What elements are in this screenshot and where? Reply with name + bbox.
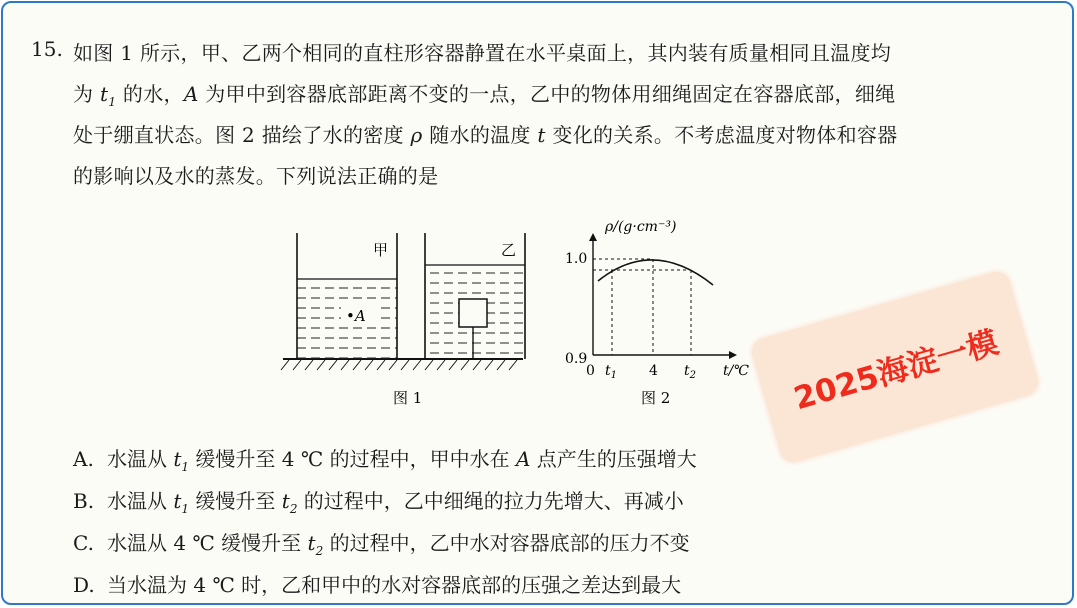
option-b-var-2 xyxy=(281,489,298,516)
x-tick-t1-symbol: t xyxy=(605,363,611,379)
question-line-3 xyxy=(73,119,898,148)
option-a-point: A xyxy=(515,447,531,471)
x-tick-t2-sub: 2 xyxy=(689,370,697,381)
question-card xyxy=(1,1,1074,605)
figures xyxy=(253,203,773,423)
variable-t: t xyxy=(537,123,546,147)
option-d-text: 当水温为 4 ℃ 时，乙和甲中的水对容器底部的压强之差达到最大 xyxy=(107,573,682,597)
container-jia xyxy=(297,233,397,359)
option-a-letter: A. xyxy=(73,447,94,471)
option-d-letter: D. xyxy=(73,573,95,597)
option-b-var-2-sub: 2 xyxy=(289,502,298,516)
x-tick-4: 4 xyxy=(649,363,658,379)
option-c-letter: C. xyxy=(73,531,94,555)
question-line-2-text-c: 为甲中到容器底部距离不变的一点，乙中的物体用细绳固定在容器底部，细绳 xyxy=(198,82,896,106)
submerged-object xyxy=(459,299,487,327)
exam-source-stamp xyxy=(749,269,1042,466)
option-a-var xyxy=(173,447,190,474)
x-tick-t1 xyxy=(605,363,617,381)
exam-source-stamp-text: 2025海淀一模 xyxy=(789,324,1002,417)
option-a-var-symbol: t xyxy=(173,447,182,471)
option-d[interactable] xyxy=(73,569,681,598)
option-c-var xyxy=(307,531,324,558)
option-a-var-sub: 1 xyxy=(181,460,190,474)
option-b-var-1 xyxy=(173,489,190,516)
question-line-3-text-b: 随水的温度 xyxy=(422,123,538,147)
question-line-1: 如图 1 所示，甲、乙两个相同的直柱形容器静置在水平桌面上，其内装有质量相同且温度均 xyxy=(73,41,892,65)
option-c-text-a: 水温从 4 ℃ 缓慢升至 xyxy=(107,531,308,555)
variable-rho: ρ xyxy=(410,123,423,147)
option-b-text-a: 水温从 xyxy=(107,489,174,513)
option-b-var-2-symbol: t xyxy=(281,489,290,513)
option-c-text-b: 的过程中，乙中水对容器底部的压力不变 xyxy=(323,531,690,555)
question-line-2-text-a: 为 xyxy=(73,82,100,106)
x-tick-t2 xyxy=(684,363,696,381)
y-axis-arrow xyxy=(589,233,597,241)
option-b-text-c: 的过程中，乙中细绳的拉力先增大、再减小 xyxy=(297,489,684,513)
x-axis-label: t/℃ xyxy=(723,363,750,379)
label-yi: 乙 xyxy=(501,241,517,259)
question-line-2-text-b: 的水， xyxy=(116,82,184,106)
option-a-text-b: 缓慢升至 4 ℃ 的过程中，甲中水在 xyxy=(189,447,516,471)
figure-2 xyxy=(565,219,749,407)
table-hatching xyxy=(281,360,517,370)
figure-2-caption: 图 2 xyxy=(641,389,671,407)
option-a[interactable] xyxy=(73,443,697,474)
option-b-var-1-symbol: t xyxy=(173,489,182,513)
variable-t1 xyxy=(99,82,117,109)
option-c[interactable] xyxy=(73,527,690,558)
label-jia: 甲 xyxy=(373,241,389,259)
container-yi xyxy=(425,233,525,359)
x-axis-arrow xyxy=(729,351,737,359)
option-c-var-symbol: t xyxy=(307,531,316,555)
variable-subscript: 1 xyxy=(108,95,117,109)
option-b-letter: B. xyxy=(73,489,95,513)
option-c-var-sub: 2 xyxy=(315,544,324,558)
y-axis-label: ρ/(g·cm⁻³) xyxy=(605,219,677,235)
x-tick-t1-sub: 1 xyxy=(610,370,618,381)
y-tick-0-9: 0.9 xyxy=(565,351,588,367)
x-tick-0: 0 xyxy=(586,363,595,379)
variable-t-symbol: t xyxy=(99,82,109,106)
question-line-3-text-a: 处于绷直状态。图 2 描绘了水的密度 xyxy=(73,123,411,147)
option-a-text-c: 点产生的压强增大 xyxy=(530,447,697,471)
y-tick-1-0: 1.0 xyxy=(565,251,588,267)
option-a-text-a: 水温从 xyxy=(107,447,174,471)
option-b-text-b: 缓慢升至 xyxy=(189,489,282,513)
x-tick-t2-symbol: t xyxy=(684,363,690,379)
question-number: 15. xyxy=(31,37,63,61)
point-A: A xyxy=(183,82,199,106)
option-b-var-1-sub: 1 xyxy=(181,502,190,516)
question-line-2 xyxy=(73,78,895,109)
question-line-4: 的影响以及水的蒸发。下列说法正确的是 xyxy=(73,164,439,188)
figure-1-caption: 图 1 xyxy=(393,389,423,407)
question-line-3-text-c: 变化的关系。不考虑温度对物体和容器 xyxy=(545,123,898,147)
option-b[interactable] xyxy=(73,485,684,516)
point-A-label: •A xyxy=(346,307,366,325)
figure-1 xyxy=(281,233,525,407)
density-curve xyxy=(598,260,713,285)
